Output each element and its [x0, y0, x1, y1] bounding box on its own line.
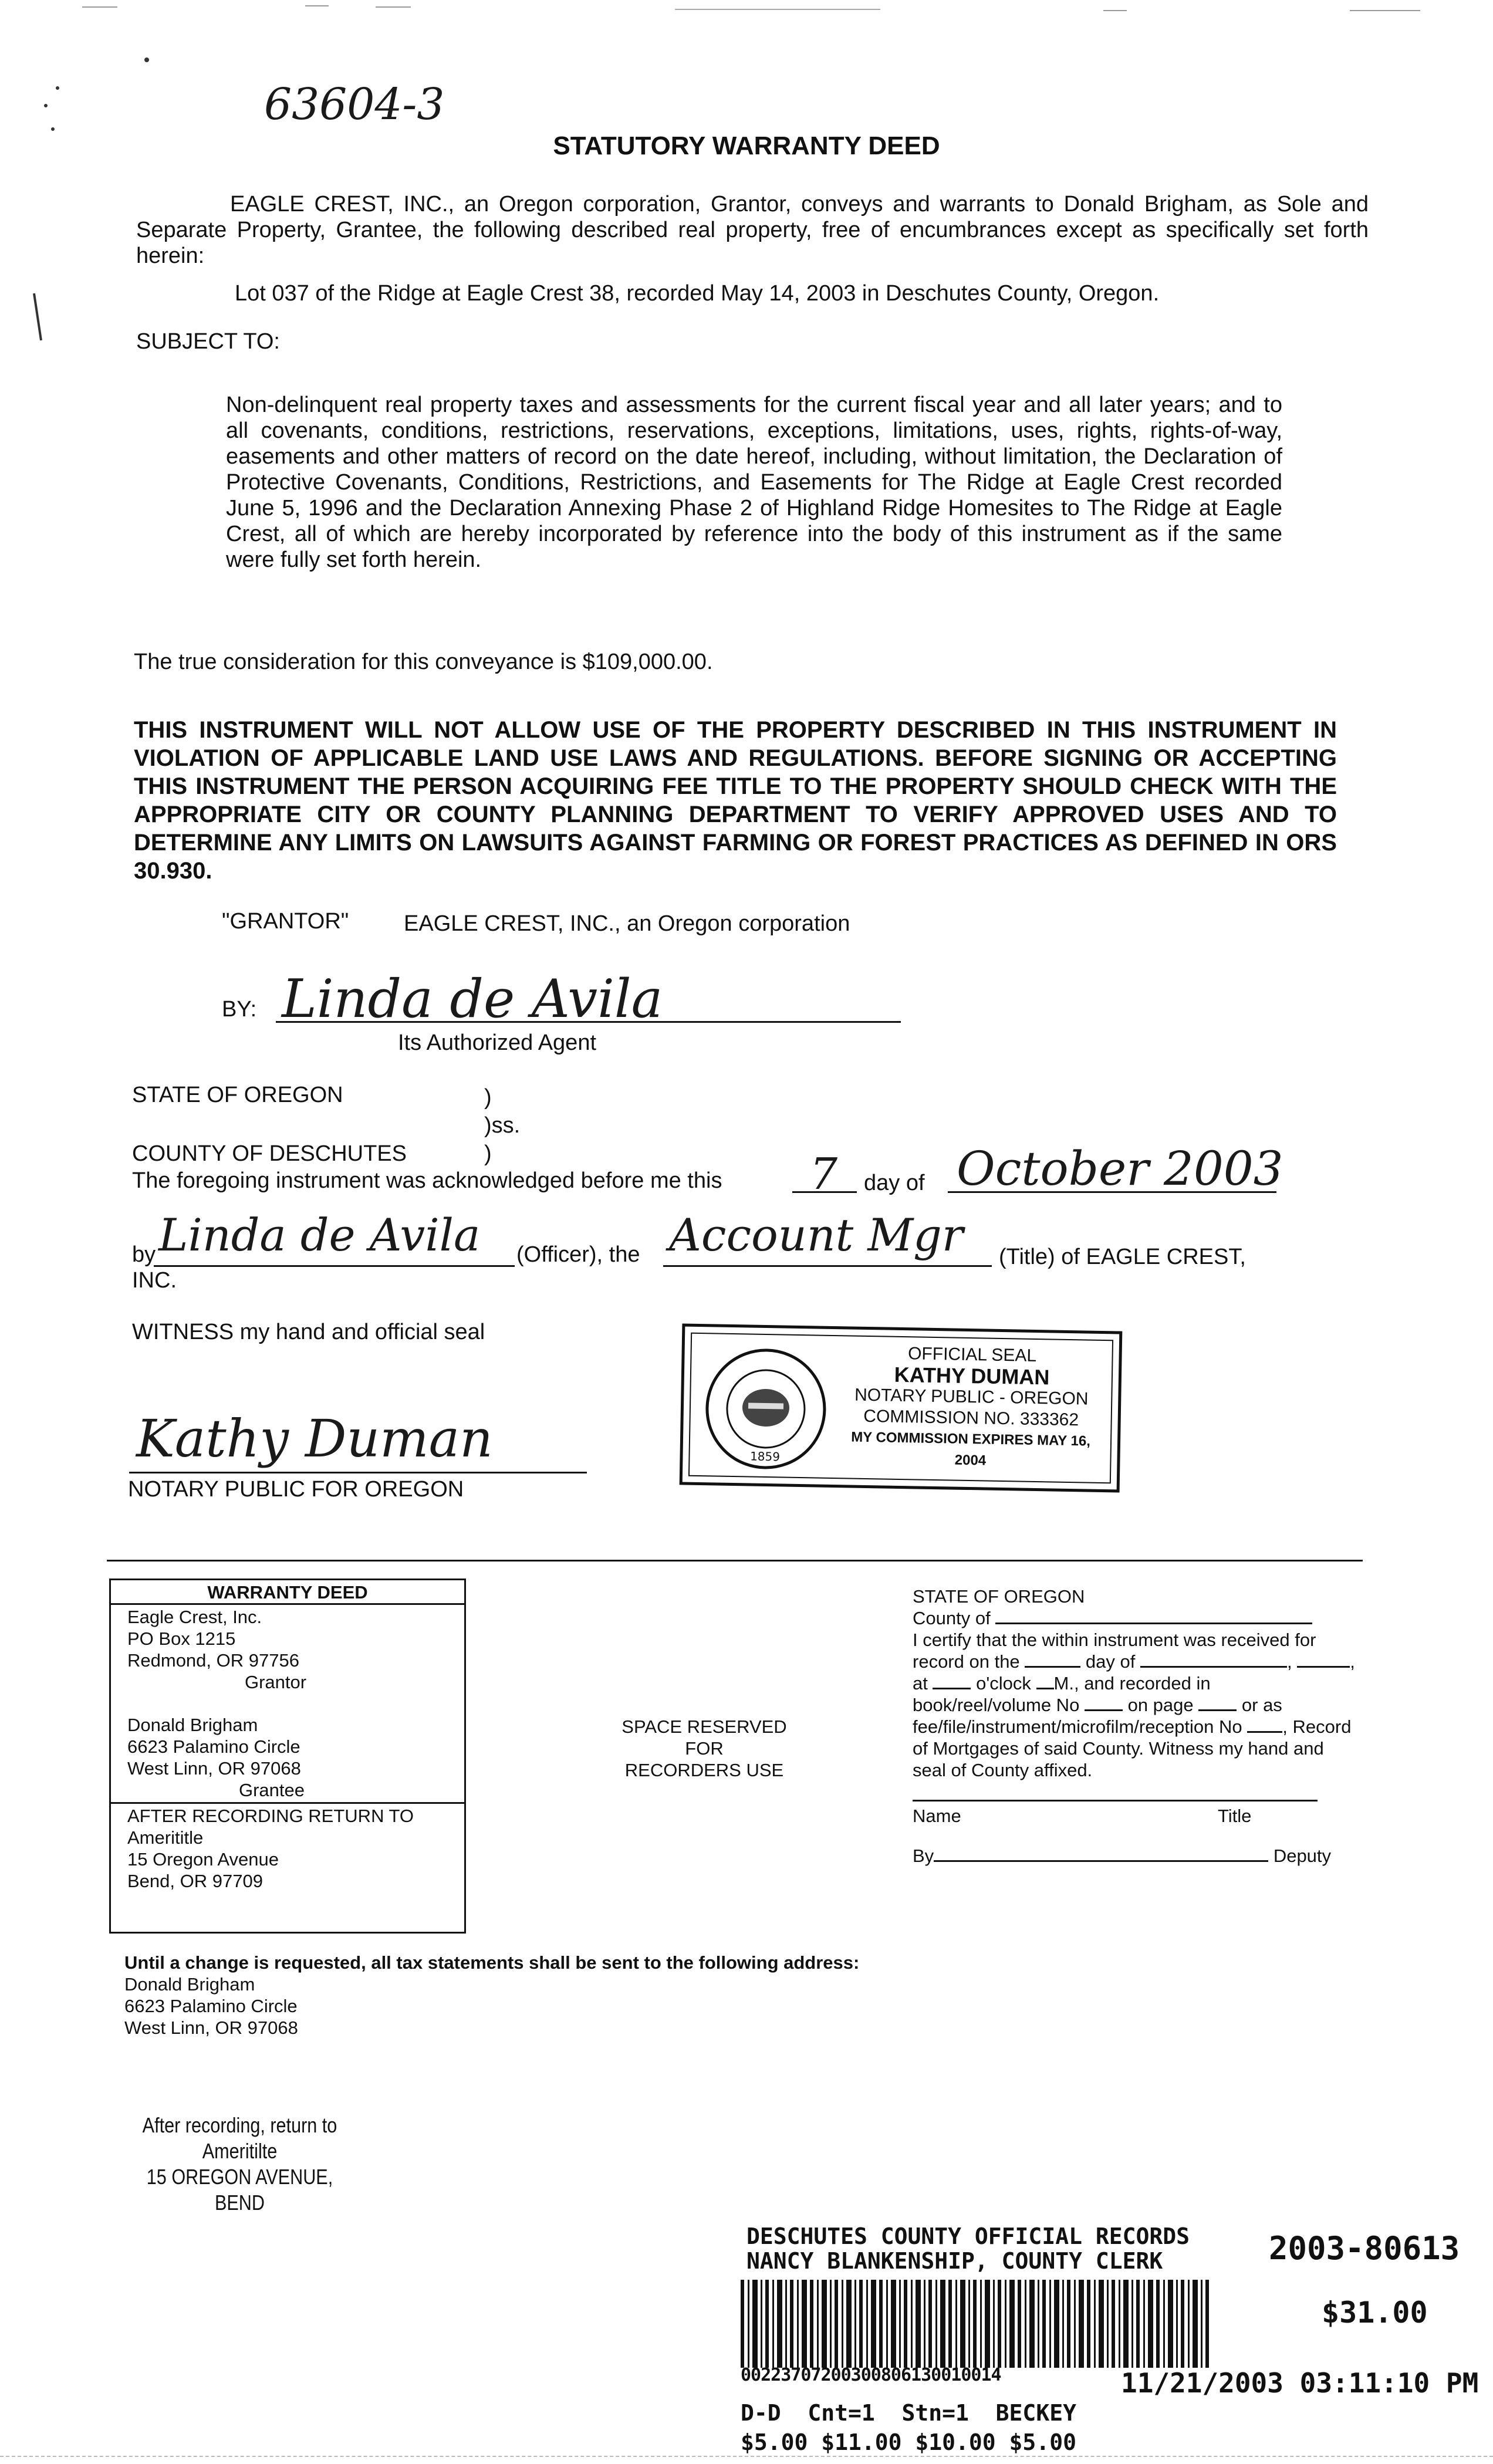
county-barcode-number: 00223707200300806130010014	[741, 2365, 1001, 2385]
notary-label: NOTARY PUBLIC FOR OREGON	[128, 1477, 464, 1502]
recorder-time-row	[913, 1672, 1382, 1694]
tax-line: 6623 Palamino Circle	[124, 1996, 298, 2016]
state-paren: )	[484, 1085, 492, 1110]
oregon-seal-emblem	[700, 1343, 832, 1475]
recorder-fee: fee/file/instrument/microfilm/reception No	[913, 1716, 1242, 1737]
notary-signature: Kathy Duman	[136, 1408, 493, 1469]
deed-grantor-block	[111, 1605, 464, 1802]
reserved-line: RECORDERS USE	[624, 1760, 784, 1780]
bottom-scan-edge	[0, 2456, 1493, 2457]
recorder-book: book/reel/volume No	[913, 1695, 1080, 1715]
recorder-certificate	[913, 1586, 1382, 1867]
recorder-oclock: o'clock	[976, 1673, 1031, 1694]
state-label: STATE OF OREGON	[132, 1083, 343, 1107]
official-seal-stamp	[680, 1323, 1123, 1492]
officer-line	[154, 1265, 515, 1267]
officer-suffix: (Officer), the	[516, 1242, 640, 1267]
recorder-deputy: Deputy	[1273, 1846, 1332, 1866]
deed-return-line: Bend, OR 97709	[127, 1871, 263, 1891]
seal-official: OFFICIAL SEAL	[907, 1344, 1037, 1366]
recorder-day-of: day of	[1085, 1651, 1136, 1672]
officer-title: Account Mgr	[669, 1209, 964, 1261]
reserved-space-text	[563, 1716, 845, 1781]
deed-grantee-line: Donald Brigham	[127, 1715, 258, 1735]
seal-notary: NOTARY PUBLIC - OREGON	[854, 1385, 1089, 1409]
deed-grantee-line: West Linn, OR 97068	[127, 1758, 301, 1779]
recorder-or-as: or as	[1241, 1695, 1282, 1715]
recorder-name-line	[913, 1800, 1318, 1805]
file-number: 63604-3	[264, 79, 445, 130]
tax-line: Donald Brigham	[124, 1974, 255, 1995]
tax-block	[124, 1952, 859, 2039]
recorder-date-row: record on the day of , ,	[913, 1651, 1355, 1672]
reserved-line: FOR	[685, 1738, 724, 1759]
recorder-county: County of	[913, 1608, 991, 1628]
warranty-deed-box	[109, 1579, 466, 1934]
reserved-line: SPACE RESERVED	[621, 1716, 787, 1737]
ack-month-year: October 2003	[957, 1141, 1283, 1196]
deed-grantor-line: Redmond, OR 97756	[127, 1650, 299, 1671]
scan-edge	[0, 0, 1493, 23]
lot-description: Lot 037 of the Ridge at Eagle Crest 38, recorded May 14, 2003 in Deschutes County, Oregon.	[235, 281, 1160, 306]
seal-expires: MY COMMISSION EXPIRES MAY 16, 2004	[851, 1429, 1091, 1469]
ack-day: 7	[810, 1149, 838, 1199]
return-stamp-line: Ameritilte	[202, 2139, 278, 2163]
deed-return-block	[111, 1802, 464, 1893]
seal-emblem-year: 1859	[749, 1449, 781, 1464]
witness-text: WITNESS my hand and official seal	[132, 1320, 485, 1344]
county-barcode	[741, 2280, 1222, 2368]
county-fees: $5.00 $11.00 $10.00 $5.00	[741, 2429, 1076, 2455]
county-amount: $31.00	[1322, 2296, 1428, 2330]
title-line	[663, 1265, 992, 1267]
recorder-record-on: record on the	[913, 1651, 1020, 1672]
recorder-on-page: on page	[1127, 1695, 1194, 1715]
deed-grantee-line: 6623 Palamino Circle	[127, 1736, 300, 1757]
deed-grantor-line: PO Box 1215	[127, 1628, 236, 1649]
county-label: COUNTY OF DESCHUTES	[132, 1141, 407, 1166]
return-stamp-line: 15 OREGON AVENUE, BEND	[146, 2165, 333, 2215]
deed-grantor-line: Eagle Crest, Inc.	[127, 1607, 262, 1627]
recorder-fee-row	[913, 1716, 1382, 1738]
intro-paragraph: EAGLE CREST, INC., an Oregon corporation, Grantor, conveys and warrants to Donald Brigham, as Sole and Separate Property, Grantee, the following described real property, free of encumbrances except as specifically set forth herein:	[136, 192, 1369, 268]
tax-heading: Until a change is requested, all tax statements shall be sent to the following address:	[124, 1952, 860, 1973]
recorder-county-row	[913, 1607, 1382, 1629]
tax-line: West Linn, OR 97068	[124, 2017, 298, 2038]
recorder-record-of: , Record	[1282, 1716, 1352, 1737]
grantor-label: "GRANTOR"	[222, 909, 349, 934]
grantor-signature: Linda de Avila	[282, 968, 663, 1030]
deed-return-title: AFTER RECORDING RETURN TO	[127, 1806, 414, 1826]
grantor-name: EAGLE CREST, INC., an Oregon corporation	[404, 911, 850, 936]
consideration: The true consideration for this conveyance is $109,000.00.	[134, 650, 713, 674]
ack-prefix: The foregoing instrument was acknowledged before me this	[132, 1168, 722, 1193]
notary-signature-line	[129, 1472, 587, 1473]
deed-box-title: WARRANTY DEED	[111, 1580, 464, 1605]
by-label: BY:	[222, 997, 257, 1022]
authorized-agent: Its Authorized Agent	[398, 1030, 597, 1055]
deed-return-line: 15 Oregon Avenue	[127, 1849, 279, 1870]
subject-to-heading: SUBJECT TO:	[136, 329, 280, 354]
seal-text	[835, 1342, 1107, 1473]
recorder-by: By	[913, 1846, 934, 1866]
county-paren: )	[484, 1141, 492, 1166]
county-line2: NANCY BLANKENSHIP, COUNTY CLERK	[746, 2248, 1163, 2274]
county-line1: DESCHUTES COUNTY OFFICIAL RECORDS	[746, 2223, 1190, 2249]
recorder-name: Name	[913, 1806, 961, 1826]
recorder-state: STATE OF OREGON	[913, 1586, 1085, 1607]
ack-day-of: day of	[864, 1171, 925, 1195]
recorder-certify: I certify that the within instrument was received for	[913, 1630, 1316, 1650]
seal-commission: COMMISSION NO. 333362	[863, 1406, 1079, 1430]
subject-to-paragraph: Non-delinquent real property taxes and assessments for the current fiscal year and all later years; and to all covenants, conditions, restrictions, reservations, exceptions, limitations, uses, rights, rights-of-way, easements and other matters of record on the date hereof, including, without limitation, the Declaration of Protective Covenants, Conditions, Restrictions, and Easements for The Ridge at Eagle Crest recorded June 5, 1996 and the Declaration Annexing Phase 2 of Highland Ridge Homesites to The Ridge at Eagle Crest, all of which are hereby incorporated by reference into the body of this instrument as if the same were fully set forth herein.	[226, 393, 1282, 572]
county-codes: D-D Cnt=1 Stn=1 BECKEY	[741, 2400, 1076, 2426]
title-suffix: (Title) of EAGLE CREST,	[999, 1245, 1246, 1269]
section-divider	[107, 1560, 1363, 1561]
land-use-warning: THIS INSTRUMENT WILL NOT ALLOW USE OF THE PROPERTY DESCRIBED IN THIS INSTRUMENT IN VIOLATION OF APPLICABLE LAND USE LAWS AND REGULATIONS. BEFORE SIGNING OR ACCEPTING THIS INSTRUMENT THE PERSON ACQUIRING FEE TITLE TO THE PROPERTY SHOULD CHECK WITH THE APPROPRIATE CITY OR COUNTY PLANNING DEPARTMENT TO VERIFY APPROVED USES AND TO DETERMINE ANY LIMITS ON LAWSUITS AGAINST FARMING OR FOREST PRACTICES AS DEFINED IN ORS 30.930.	[134, 717, 1337, 884]
return-stamp	[135, 2113, 344, 2216]
by-prefix: by	[132, 1242, 156, 1267]
inc-text: INC.	[132, 1268, 177, 1293]
return-stamp-line: After recording, return to	[142, 2113, 337, 2137]
recorder-name-row	[913, 1805, 1382, 1828]
county-records-header	[746, 2224, 1190, 2273]
deed-grantee-label: Grantee	[239, 1780, 305, 1800]
county-datetime: 11/21/2003 03:11:10 PM	[1121, 2367, 1479, 2399]
recorder-title: Title	[1218, 1806, 1252, 1826]
recorder-book-row	[913, 1694, 1382, 1716]
ss-label: )ss.	[484, 1113, 521, 1138]
recorder-seal-line: seal of County affixed.	[913, 1760, 1093, 1780]
county-doc-number: 2003-80613	[1269, 2230, 1460, 2267]
recorder-recorded-in: M., and recorded in	[1053, 1673, 1211, 1694]
officer-signature: Linda de Avila	[158, 1209, 481, 1261]
scan-edge-marks	[0, 0, 1493, 23]
deed-return-line: Amerititle	[127, 1827, 204, 1848]
recorder-by-row	[913, 1845, 1382, 1867]
seal-name: KATHY DUMAN	[894, 1362, 1050, 1390]
deed-grantor-label: Grantor	[245, 1672, 307, 1692]
document-title: STATUTORY WARRANTY DEED	[553, 131, 940, 160]
recorder-at: at	[913, 1673, 928, 1694]
recorder-mortgages: of Mortgages of said County. Witness my hand and	[913, 1738, 1324, 1759]
